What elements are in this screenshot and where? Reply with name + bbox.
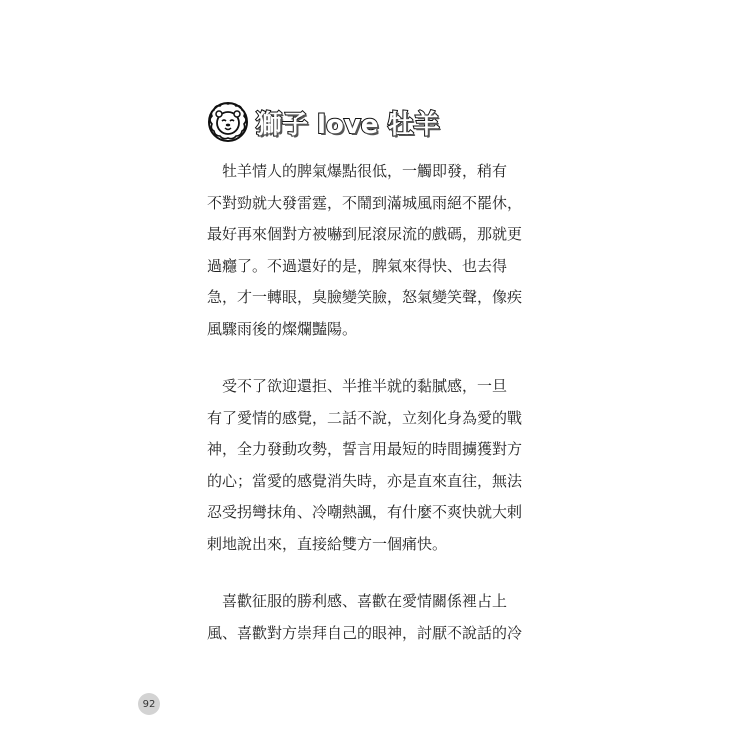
text-line: 喜歡征服的勝利感、喜歡在愛情關係裡占上	[207, 592, 508, 610]
text-line: 風驟雨後的燦爛豔陽。	[207, 319, 358, 338]
text-line: 神，全力發動攻勢，誓言用最短的時間擄獲對方	[207, 440, 523, 458]
text-line: 有了愛情的感覺，二話不說，立刻化身為愛的戰	[207, 408, 523, 427]
section-title: 獅子 love 牡羊	[256, 109, 440, 140]
paragraph-3	[207, 586, 552, 649]
text-line: 最好再來個對方被嚇到屁滾尿流的戲碼，那就更	[207, 225, 523, 243]
text-line: 牡羊情人的脾氣爆點很低，一觸即發，稍有	[207, 162, 508, 180]
text-line: 剌地說出來，直接給雙方一個痛快。	[207, 534, 448, 553]
body-text	[207, 156, 552, 675]
text-line: 的心；當愛的感覺消失時，亦是直來直往，無法	[207, 471, 523, 490]
text-line: 過癮了。不過還好的是，脾氣來得快、也去得	[207, 256, 508, 275]
page-number-badge: 92	[138, 693, 160, 715]
text-line: 受不了欲迎還拒、半推半就的黏膩感，一旦	[207, 377, 508, 395]
lion-face-icon	[206, 100, 250, 144]
paragraph-2	[207, 371, 552, 560]
text-line: 不對勁就大發雷霆，不鬧到滿城風雨絕不罷休，	[207, 193, 523, 212]
text-line: 急，才一轉眼，臭臉變笑臉，怒氣變笑聲，像疾	[207, 288, 523, 306]
section-header	[206, 96, 439, 148]
text-line: 忍受拐彎抹角、冷嘲熱諷，有什麼不爽快就大剌	[207, 503, 523, 521]
paragraph-1	[207, 156, 552, 345]
text-line: 風、喜歡對方崇拜自己的眼神，討厭不說話的冷	[207, 623, 523, 642]
